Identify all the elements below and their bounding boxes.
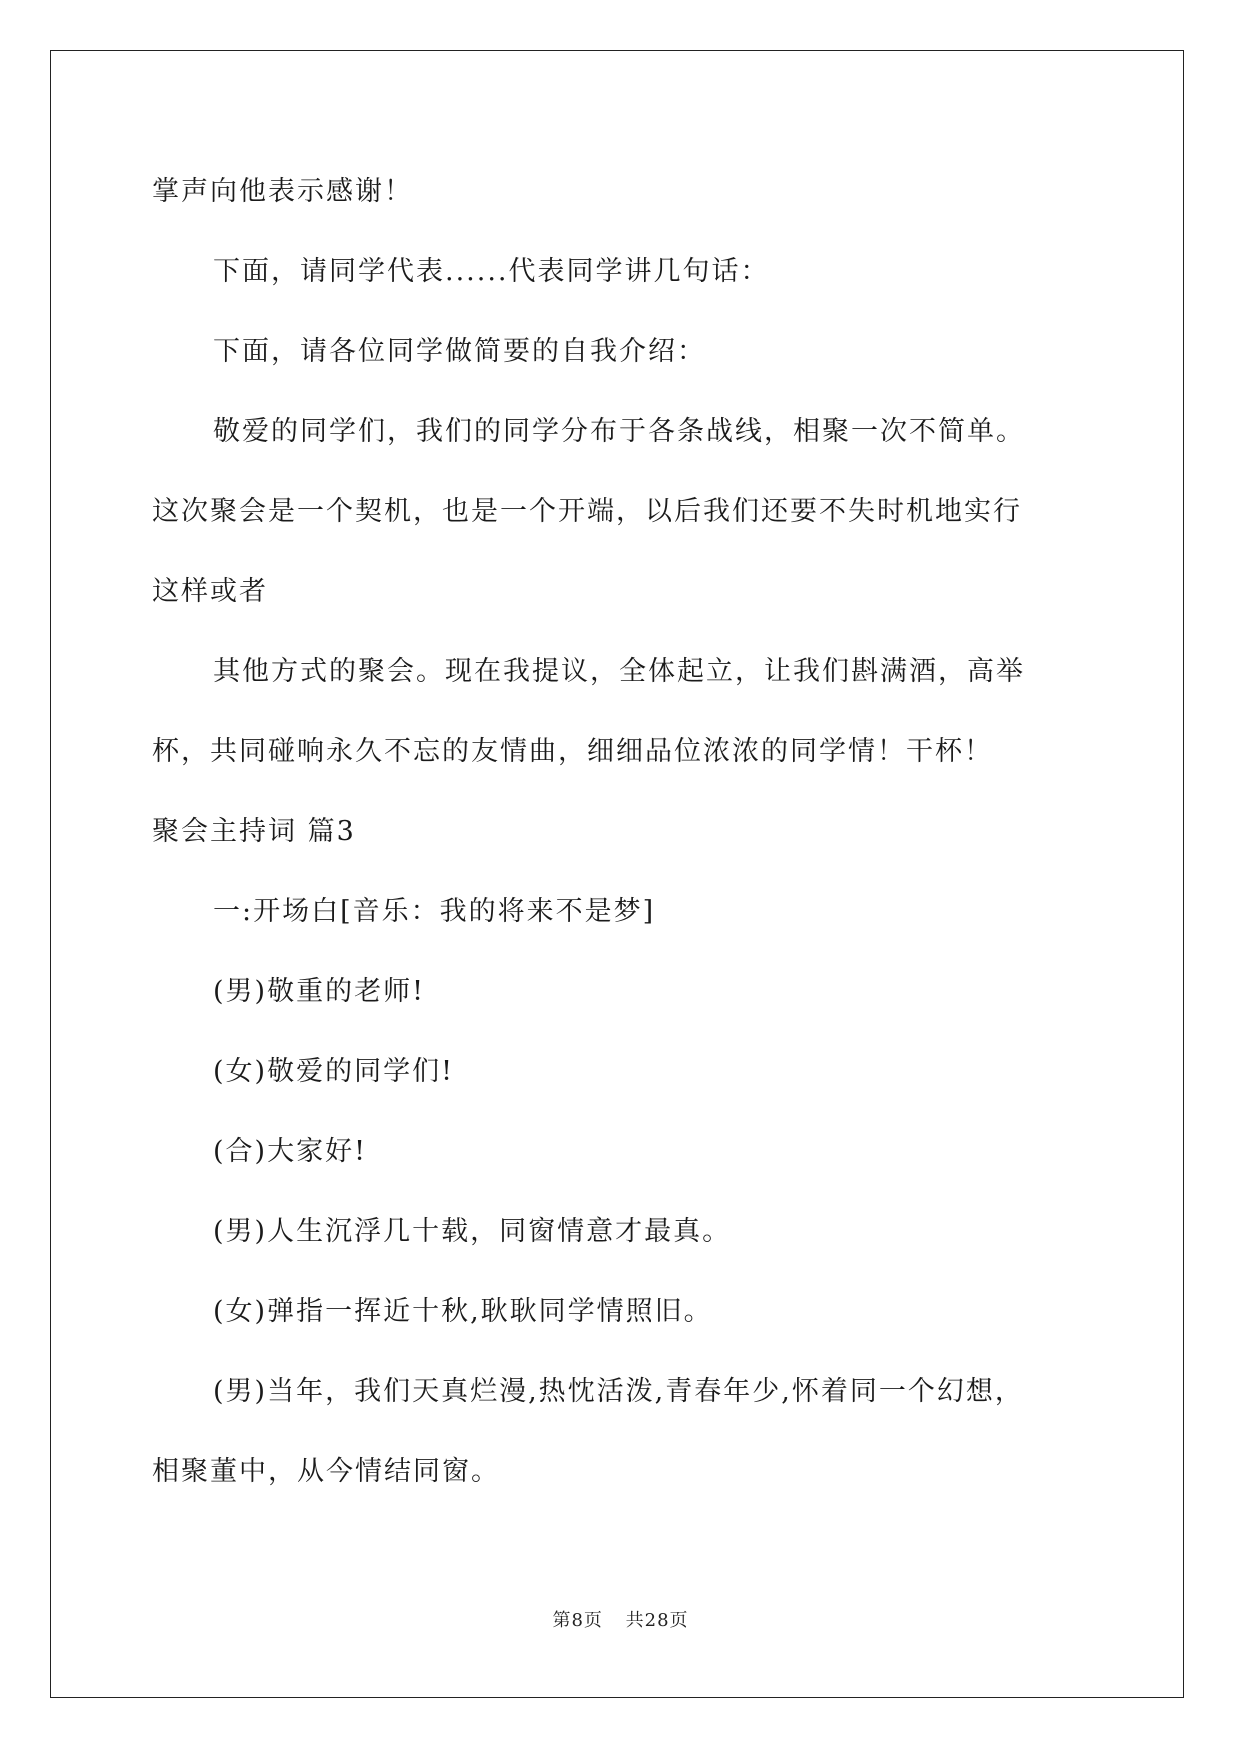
paragraph-line: 这样或者 bbox=[152, 576, 268, 607]
total-pages: 共28页 bbox=[625, 1610, 689, 1631]
paragraph-line: 相聚董中，从今情结同窗。 bbox=[152, 1456, 500, 1487]
paragraph-line: 下面，请同学代表......代表同学讲几句话： bbox=[213, 256, 770, 287]
paragraph-line: (男)人生沉浮几十载，同窗情意才最真。 bbox=[213, 1216, 732, 1247]
paragraph-line: 这次聚会是一个契机，也是一个开端，以后我们还要不失时机地实行 bbox=[152, 496, 1022, 527]
page-border bbox=[50, 50, 1184, 1698]
paragraph-line: (男)敬重的老师! bbox=[213, 976, 425, 1007]
page-footer bbox=[0, 1606, 1241, 1632]
paragraph-line: 其他方式的聚会。现在我提议，全体起立，让我们斟满酒，高举 bbox=[213, 656, 1025, 687]
paragraph-line: (女)敬爱的同学们! bbox=[213, 1056, 454, 1087]
paragraph-line: 掌声向他表示感谢！ bbox=[152, 176, 413, 207]
paragraph-line: 敬爱的同学们，我们的同学分布于各条战线，相聚一次不简单。 bbox=[213, 416, 1025, 447]
paragraph-line: (女)弹指一挥近十秋,耿耿同学情照旧。 bbox=[213, 1296, 713, 1327]
paragraph-line: 一:开场白[音乐：我的将来不是梦] bbox=[213, 896, 656, 927]
paragraph-line: 杯，共同碰响永久不忘的友情曲，细细品位浓浓的同学情！干杯！ bbox=[152, 736, 993, 767]
paragraph-line: (男)当年，我们天真烂漫,热忱活泼,青春年少,怀着同一个幻想， bbox=[213, 1376, 1024, 1407]
paragraph-line: 下面，请各位同学做简要的自我介绍： bbox=[213, 336, 706, 367]
current-page-number: 第8页 bbox=[552, 1610, 603, 1631]
paragraph-line: (合)大家好! bbox=[213, 1136, 367, 1167]
section-heading: 聚会主持词 篇3 bbox=[152, 816, 356, 847]
